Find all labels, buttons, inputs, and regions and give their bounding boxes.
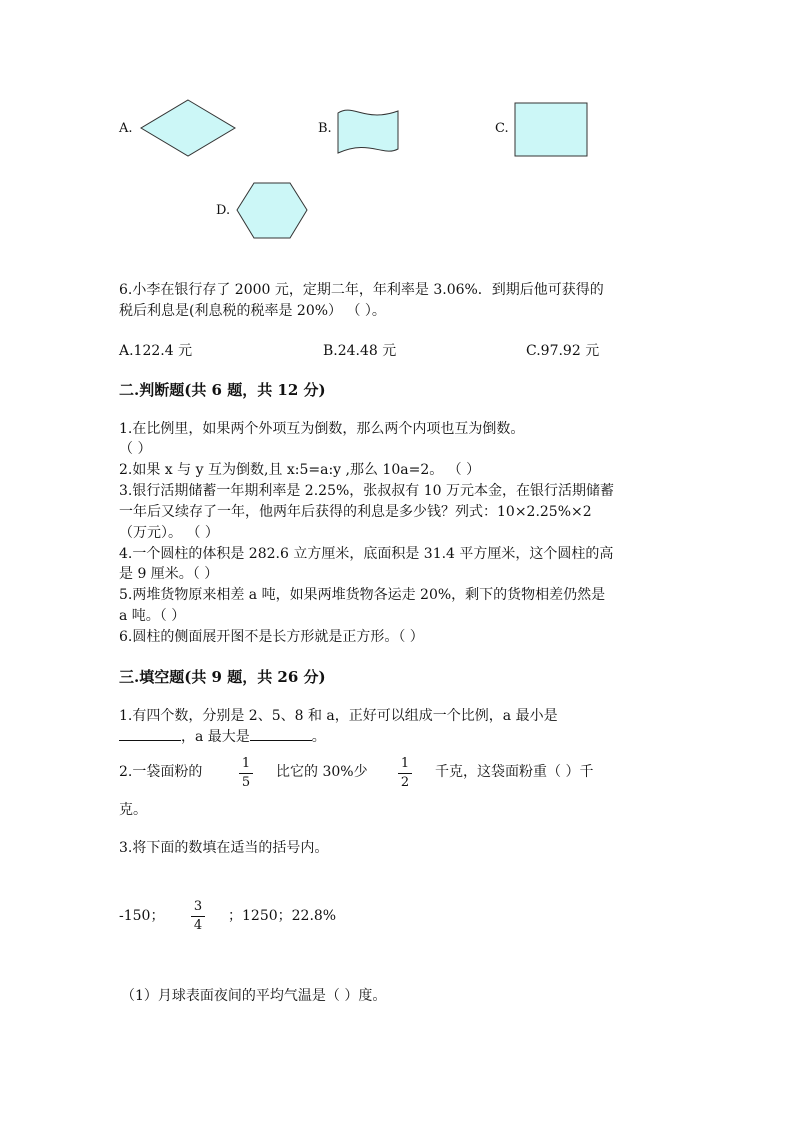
rhombus-polygon bbox=[141, 100, 235, 156]
q6-option-a: A.122.4 元 bbox=[119, 343, 193, 359]
q6-option-b: B.24.48 元 bbox=[323, 343, 397, 359]
judge-line: 一年后又续存了一年，他两年后获得的利息是多少钱？列式：10×2.25%×2 bbox=[119, 504, 592, 520]
q1-mid-text: ，a 最大是 bbox=[181, 729, 250, 745]
fraction-numerator: 1 bbox=[241, 756, 251, 771]
hexagon-shape bbox=[236, 182, 308, 239]
judge-line: 1.在比例里，如果两个外项互为倒数，那么两个内项也互为倒数。 bbox=[119, 421, 525, 437]
rectangle-rect bbox=[515, 103, 587, 156]
fill-q2-part2: 比它的 30%少 bbox=[276, 764, 368, 780]
judge-line: 4.一个圆柱的体积是 282.6 立方厘米，底面积是 31.4 平方厘米，这个圆柱的高 bbox=[119, 546, 614, 562]
judge-line: 3.银行活期储蓄一年期利率是 2.25%，张叔叔有 10 万元本金，在银行活期储蓄 bbox=[119, 483, 614, 499]
judge-line: 5.两堆货物原来相差 a 吨，如果两堆货物各运走 20%，剩下的货物相差仍然是 bbox=[119, 587, 606, 603]
section3-title: 三.填空题(共 9 题，共 26 分) bbox=[119, 668, 326, 686]
fill-q2-part3: 千克，这袋面粉重（ ）千 bbox=[435, 764, 594, 780]
section2-title: 二.判断题(共 6 题，共 12 分) bbox=[119, 381, 326, 399]
answer-blank[interactable] bbox=[119, 726, 181, 741]
answer-blank[interactable] bbox=[250, 726, 312, 741]
hexagon-polygon bbox=[237, 183, 307, 238]
option-a-label: A. bbox=[119, 121, 133, 136]
fraction-denominator: 4 bbox=[193, 918, 203, 933]
judge-line: 是 9 厘米。（ ） bbox=[119, 566, 219, 582]
judge-line: 2.如果 x 与 y 互为倒数,且 x:5=a:y ,那么 10a=2。 （ ） bbox=[119, 462, 481, 478]
fill-q2-part1: 2.一袋面粉的 bbox=[119, 764, 203, 780]
option-d-label: D. bbox=[216, 203, 231, 218]
judge-line: （ ） bbox=[119, 441, 152, 457]
fill-q1-line1: 1.有四个数，分别是 2、5、8 和 a，正好可以组成一个比例，a 最小是 bbox=[119, 708, 558, 724]
rhombus-shape bbox=[140, 99, 236, 157]
fraction-numerator: 1 bbox=[400, 756, 410, 771]
fill-q3: 3.将下面的数填在适当的括号内。 bbox=[119, 840, 329, 856]
judge-line: 6.圆柱的侧面展开图不是长方形就是正方形。（ ） bbox=[119, 629, 424, 645]
fraction-numerator: 3 bbox=[193, 899, 203, 914]
option-c-label: C. bbox=[495, 121, 509, 136]
q1-end-text: 。 bbox=[311, 729, 326, 745]
fill-sub1: （1）月球表面夜间的平均气温是（ ）度。 bbox=[121, 988, 387, 1004]
numbers-part1: -150； bbox=[119, 908, 165, 924]
fraction-one-fifth bbox=[239, 757, 253, 790]
rectangle-shape bbox=[514, 102, 588, 157]
fill-q2-line2: 克。 bbox=[119, 802, 147, 818]
fraction-denominator: 5 bbox=[241, 775, 251, 790]
fill-q1-line2 bbox=[119, 726, 326, 747]
q6-option-c: C.97.92 元 bbox=[526, 343, 600, 359]
fraction-three-quarters bbox=[191, 900, 205, 933]
fraction-one-half bbox=[398, 757, 412, 790]
numbers-part2: ；1250；22.8% bbox=[228, 908, 337, 924]
wave-flag-shape bbox=[335, 107, 401, 157]
q6-line1: 6.小李在银行存了 2000 元，定期二年，年利率是 3.06%．到期后他可获得的 bbox=[119, 282, 604, 298]
q6-line2: 税后利息是(利息税的税率是 20%） （ ）。 bbox=[119, 303, 386, 319]
wave-flag-path bbox=[338, 110, 398, 153]
fraction-denominator: 2 bbox=[400, 775, 410, 790]
judge-line: a 吨。（ ） bbox=[119, 608, 186, 624]
judge-line: （万元）。 （ ） bbox=[119, 525, 219, 541]
option-b-label: B. bbox=[318, 121, 332, 136]
